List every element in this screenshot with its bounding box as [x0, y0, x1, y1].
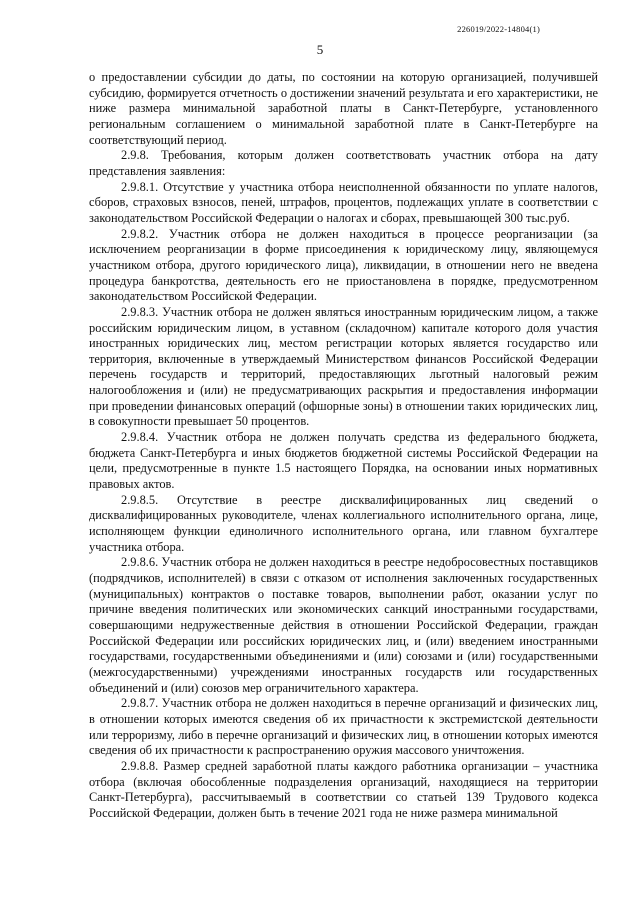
paragraph-2-9-8: 2.9.8. Требования, которым должен соответствовать участник отбора на дату представления заявления:	[89, 148, 598, 178]
paragraph-2-9-8-1: 2.9.8.1. Отсутствие у участника отбора неисполненной обязанности по уплате налогов, сборов, страховых взносов, пеней, штрафов, процентов, подлежащих уплате в соответствии с законодательством Российской Федерации о налогах и сборах, превышающей 300 тыс.руб.	[89, 179, 598, 225]
paragraph-2-9-8-3: 2.9.8.3. Участник отбора не должен являться иностранным юридическим лицом, а также российским юридическим лицом, в уставном (складочном) капитале которого доля участия иностранных юридических лиц, местом регистрации которых является государство или территория, включенные в утверждаемый Министерством финансов Российской Федерации перечень государств и территорий, предоставляющих льготный налоговый режим налогообложения и (или) не предусматривающих раскрытия и предоставления информации при проведении финансовых операций (офшорные зоны) в отношении таких юридических лиц, в совокупности превышает 50 процентов.	[89, 304, 598, 429]
paragraph-2-9-8-7: 2.9.8.7. Участник отбора не должен находиться в перечне организаций и физических лиц, в отношении которых имеются сведения об их причастности к экстремистской деятельности или терроризму, либо в перечне организаций и физических лиц, в отношении которых имеются сведения об их причастности к распространению оружия массового уничтожения.	[89, 696, 598, 758]
paragraph-2-9-8-4: 2.9.8.4. Участник отбора не должен получать средства из федерального бюджета, бюджета Санкт-Петербурга и иных бюджетов бюджетной системы Российской Федерации на цели, предусмотренные в пункте 1.5 настоящего Порядка, на основании иных нормативных правовых актов.	[89, 430, 598, 492]
paragraph-2-9-8-2: 2.9.8.2. Участник отбора не должен находиться в процессе реорганизации (за исключением реорганизации в форме присоединения к юридическому лицу, являющемуся участником отбора, другого юридического лица), ликвидации, в отношении него не введена процедура банкротства, деятельность его не приостановлена в порядке, предусмотренном законодательством Российской Федерации.	[89, 226, 598, 304]
page-number: 5	[316, 42, 324, 57]
paragraph-continuation: о предоставлении субсидии до даты, по состоянии на которую организацией, получившей субсидию, формируется отчетность о достижении значений результата и его характеристики, не ниже размера минимальной заработной платы в Санкт-Петербурге, установленного региональным соглашением о минимальной заработной плате в Санкт-Петербурге на соответствующий период.	[89, 70, 598, 147]
document-id: 226019/2022-14804(1)	[457, 24, 540, 34]
paragraph-2-9-8-6: 2.9.8.6. Участник отбора не должен находиться в реестре недобросовестных поставщиков (подрядчиков, исполнителей) в связи с отказом от исполнения заключенных государственных (муниципальных) контрактов о поставке товаров, выполнении работ, оказании услуг по причине введения политических или экономических санкций иностранными государствами, совершающими недружественные действия в отношении Российской Федерации, граждан Российской Федерации или российских юридических лиц, и (или) введением иностранными государствами, государственными объединениями и (или) союзами и (или) государственными (межгосударственными) учреждениями иностранных государств или государственных объединений и (или) союзов мер ограничительного характера.	[89, 555, 598, 695]
paragraph-2-9-8-8: 2.9.8.8. Размер средней заработной платы каждого работника организации – участника отбора (включая обособленные подразделения организаций, находящиеся на территории Санкт-Петербурга), рассчитываемый в соответствии со статьей 139 Трудового кодекса Российской Федерации, должен быть в течение 2021 года не ниже размера минимальной	[89, 758, 598, 820]
document-body	[89, 70, 598, 822]
paragraph-2-9-8-5: 2.9.8.5. Отсутствие в реестре дисквалифицированных лиц сведений о дисквалифицированных руководителе, членах коллегиального исполнительного органа, лице, исполняющем функции единоличного исполнительного органа, или главном бухгалтере участника отбора.	[89, 492, 598, 554]
